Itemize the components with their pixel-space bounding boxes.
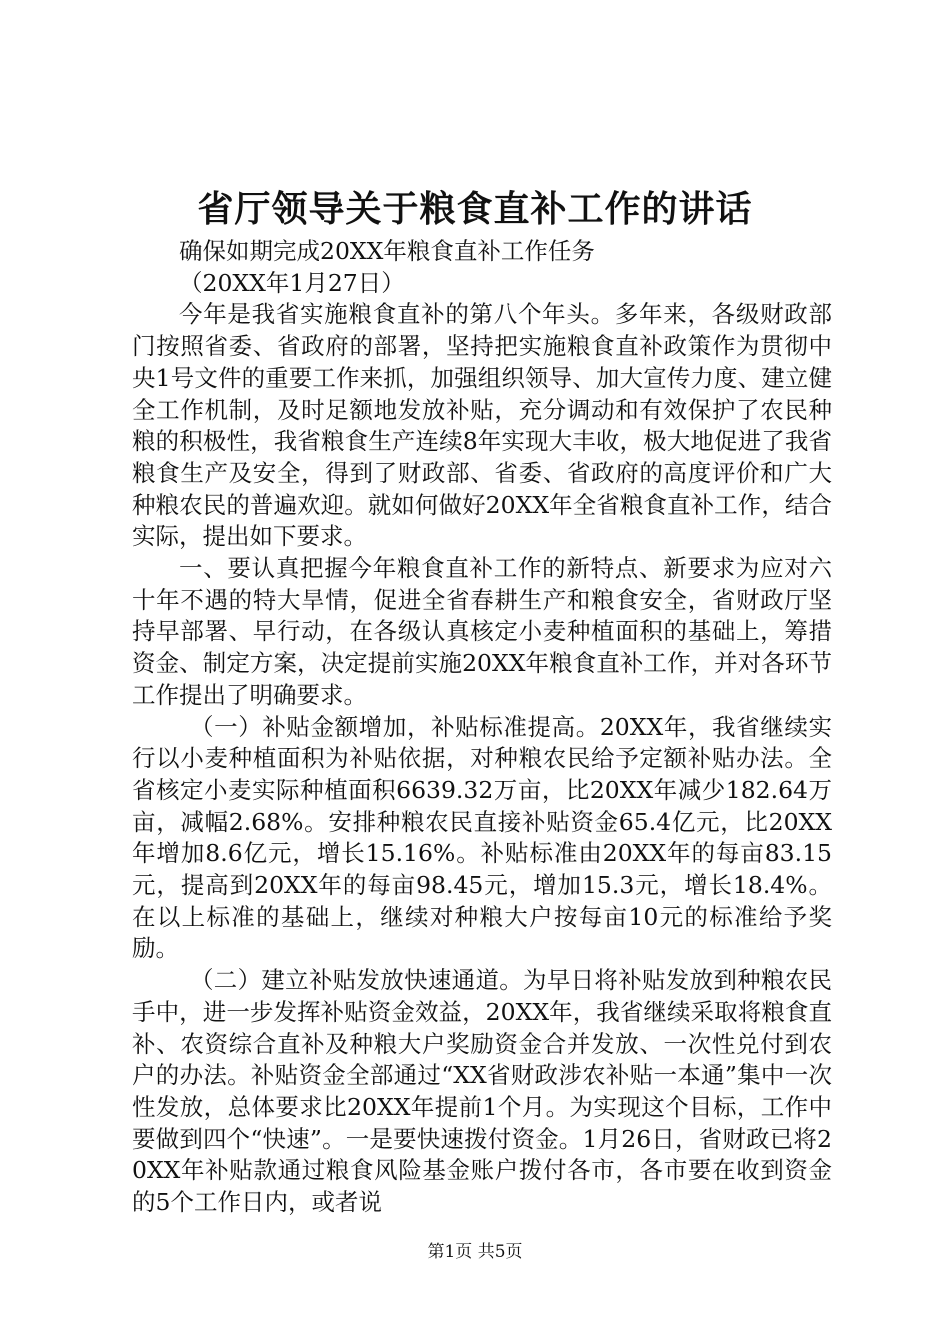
document-title: 省厅领导关于粮食直补工作的讲话 [197, 188, 753, 230]
paragraph-section-1: 一、要认真把握今年粮食直补工作的新特点、新要求为应对六十年不遇的特大旱情，促进全省春耕生产和粮食安全，省财政厅坚持早部署、早行动，在各级认真核定小麦种植面积的基础上，筹措资金、制定方案，决定提前实施20XX年粮食直补工作，并对各环节工作提出了明确要求。 [132, 554, 832, 709]
paragraph-section-1-1: （一）补贴金额增加，补贴标准提高。20XX年，我省继续实行以小麦种植面积为补贴依据，对种粮农民给予定额补贴办法。全省核定小麦实际种植面积6639.32万亩，比20XX年减少182.64万亩，减幅2.68%。安排种粮农民直接补贴资金65.4亿元，比20XX年增加8.6亿元，增长15.16%。补贴标准由20XX年的每亩83.15元，提高到20XX年的每亩98.45元，增加15.3元，增长18.4%。在以上标准的基础上，继续对种粮大户按每亩10元的标准给予奖励。 [132, 712, 832, 963]
document-date: （20XX年1月27日） [179, 268, 405, 297]
document-body [132, 236, 832, 1219]
page-number-footer: 第1页 共5页 [427, 1242, 523, 1262]
paragraph-intro: 今年是我省实施粮食直补的第八个年头。多年来，各级财政部门按照省委、省政府的部署，坚持把实施粮食直补政策作为贯彻中央1号文件的重要工作来抓，加强组织领导、加大宣传力度、建立健全工作机制，及时足额地发放补贴，充分调动和有效保护了农民种粮的积极性，我省粮食生产连续8年实现大丰收，极大地促进了我省粮食生产及安全，得到了财政部、省委、省政府的高度评价和广大种粮农民的普遍欢迎。就如何做好20XX年全省粮食直补工作，结合实际，提出如下要求。 [132, 300, 832, 551]
document-subtitle: 确保如期完成20XX年粮食直补工作任务 [179, 237, 595, 265]
paragraph-section-1-2: （二）建立补贴发放快速通道。为早日将补贴发放到种粮农民手中，进一步发挥补贴资金效益，20XX年，我省继续采取将粮食直补、农资综合直补及种粮大户奖励资金合并发放、一次性兑付到农户的办法。补贴资金全部通过“XX省财政涉农补贴一本通”集中一次性发放，总体要求比20XX年提前1个月。为实现这个目标，工作中要做到四个“快速”。一是要快速拨付资金。1月26日，省财政已将20XX年补贴款通过粮食风险基金账户拨付各市，各市要在收到资金的5个工作日内，或者说 [132, 966, 832, 1217]
